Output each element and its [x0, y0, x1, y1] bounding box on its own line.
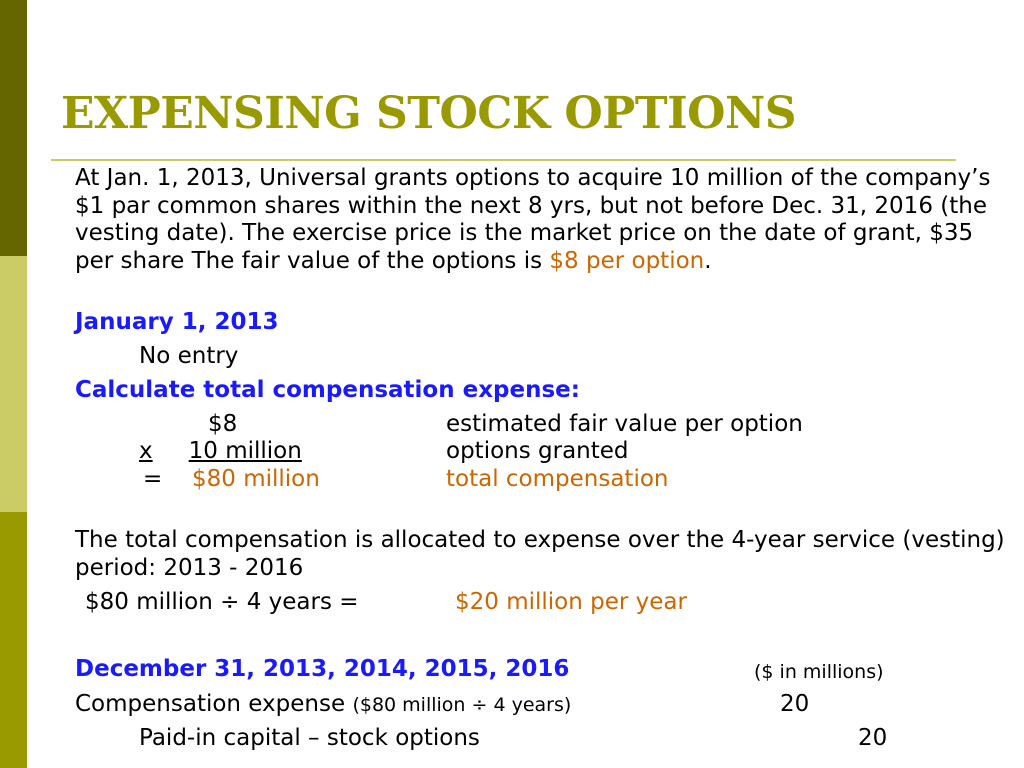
debit-note: ($80 million ÷ 4 years) — [352, 694, 572, 716]
allocation-result: $20 million per year — [455, 589, 687, 615]
journal-units: ($ in millions) — [754, 661, 884, 683]
debit-amount: 20 — [780, 691, 810, 717]
allocation-paragraph: The total compensation is allocated to expense over the 4-year service (vesting) period: 2013 - 2016 — [75, 527, 1005, 581]
calc-desc-3: total compensation — [446, 466, 669, 492]
calc-desc-1: estimated fair value per option — [446, 411, 803, 437]
calc-op-2: x — [139, 438, 153, 464]
calc-value-1: $8 — [208, 411, 238, 437]
sidebar-accent-bottom — [0, 512, 27, 768]
grant-date-heading: January 1, 2013 — [75, 309, 279, 335]
calc-op-3: = — [143, 466, 163, 492]
credit-amount: 20 — [858, 725, 888, 751]
intro-end: . — [704, 247, 712, 274]
calc-value-3: $80 million — [192, 466, 320, 492]
fair-value-highlight: $8 per option — [549, 247, 705, 274]
calc-value-2: 10 million — [188, 438, 302, 464]
calc-heading: Calculate total compensation expense: — [75, 377, 580, 403]
intro-text: At Jan. 1, 2013, Universal grants options to acquire 10 million of the company’s $1 par common shares within the next 8 yrs, but not before Dec. 31, 2016 (the vesting date). The exercise price is the market price on the date of grant, $35 per share The fair value of the options is — [75, 165, 991, 274]
debit-account: Compensation expense — [75, 691, 346, 717]
title-underline-rule — [51, 159, 956, 161]
grant-date-entry: No entry — [139, 343, 239, 369]
calc-desc-2: options granted — [446, 438, 629, 464]
journal-date-heading: December 31, 2013, 2014, 2015, 2016 — [75, 656, 570, 682]
sidebar-accent-top — [0, 0, 27, 256]
sidebar-accent-middle — [0, 256, 27, 512]
allocation-formula: $80 million ÷ 4 years = — [85, 589, 359, 615]
calc-row-2-underlined — [139, 438, 345, 465]
debit-row — [75, 691, 571, 719]
slide-title: EXPENSING STOCK OPTIONS — [61, 88, 796, 139]
credit-account: Paid-in capital – stock options — [139, 725, 480, 751]
intro-paragraph — [75, 165, 1015, 275]
